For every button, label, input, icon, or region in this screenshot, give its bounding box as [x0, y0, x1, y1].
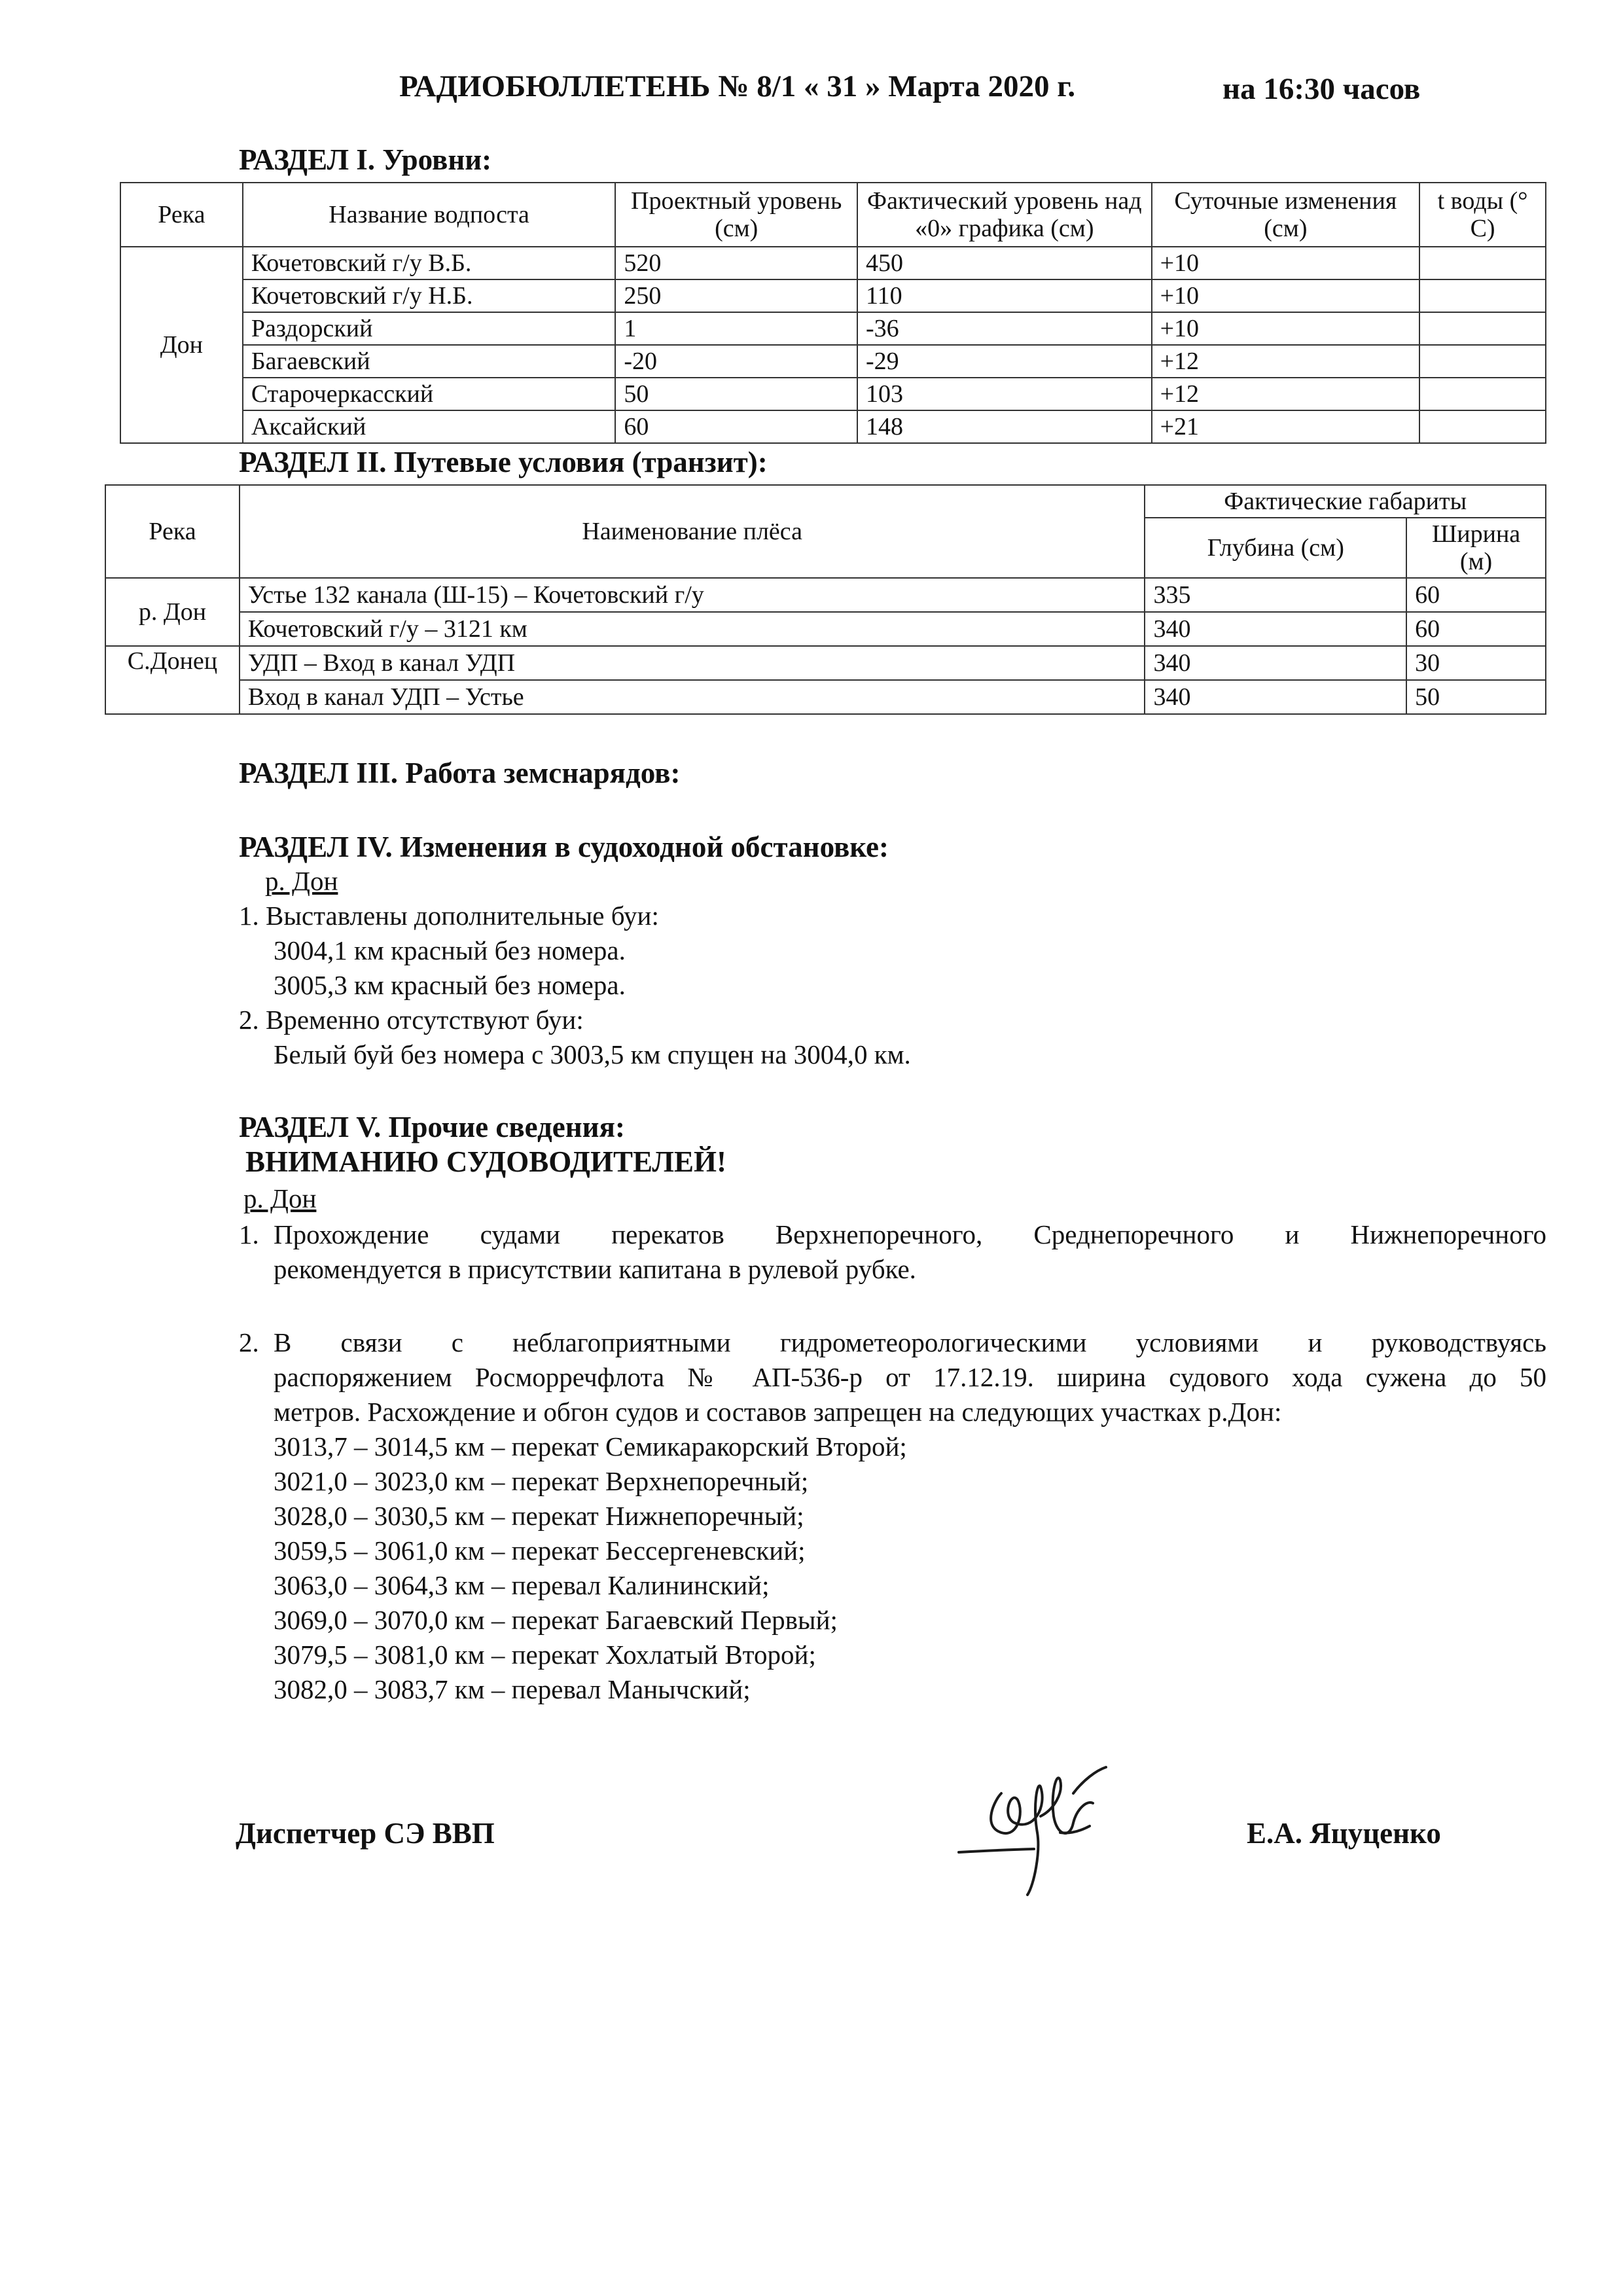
actual-cell: 450 — [857, 247, 1152, 279]
table-row — [120, 410, 1546, 443]
attention-heading: ВНИМАНИЮ СУДОВОДИТЕЛЕЙ! — [245, 1145, 726, 1178]
item1-number: 1. — [239, 1219, 259, 1249]
river-cell: Дон — [120, 247, 243, 443]
post-cell: Аксайский — [243, 410, 616, 443]
temp-cell — [1419, 312, 1546, 345]
project-cell: 1 — [615, 312, 857, 345]
actual-cell: 103 — [857, 378, 1152, 410]
depth-cell: 340 — [1145, 612, 1406, 646]
transit-header-row — [105, 485, 1546, 518]
col-width: Ширина (м) — [1406, 518, 1546, 578]
item1-line: рекомендуется в присутствии капитана в рулевой рубке. — [274, 1254, 916, 1284]
col-river: Река — [105, 485, 240, 578]
temp-cell — [1419, 279, 1546, 312]
temp-cell — [1419, 247, 1546, 279]
reach-cell: Кочетовский г/у – 3121 км — [240, 612, 1145, 646]
change-cell: +21 — [1152, 410, 1420, 443]
restricted-section: 3021,0 – 3023,0 км – перекат Верхнепоречный; — [274, 1466, 809, 1496]
actual-cell: -36 — [857, 312, 1152, 345]
restricted-section: 3059,5 – 3061,0 км – перекат Бессергеневский; — [274, 1535, 806, 1566]
col-reach: Наименование плёса — [240, 485, 1145, 578]
section4-line: 3005,3 км красный без номера. — [274, 970, 626, 1000]
section2-title: РАЗДЕЛ II. Путевые условия (транзит): — [239, 446, 768, 478]
col-dims: Фактические габариты — [1145, 485, 1546, 518]
section4-item1: 1. Выставлены дополнительные буи: — [239, 901, 659, 931]
actual-cell: -29 — [857, 345, 1152, 378]
width-cell: 50 — [1406, 680, 1546, 714]
bulletin-title: РАДИОБЮЛЛЕТЕНЬ № 8/1 « 31 » Марта 2020 г. — [399, 69, 1076, 103]
item2-line: метров. Расхождение и обгон судов и составов запрещен на следующих участках р.Дон: — [274, 1397, 1282, 1427]
levels-header-row — [120, 183, 1546, 247]
col-post: Название водпоста — [243, 183, 616, 247]
dispatcher-name: Е.А. Яцуценко — [1247, 1817, 1441, 1850]
change-cell: +10 — [1152, 312, 1420, 345]
table-row — [120, 279, 1546, 312]
col-temp: t воды (° С) — [1419, 183, 1546, 247]
transit-table — [105, 484, 1546, 715]
project-cell: -20 — [615, 345, 857, 378]
item1-line: Прохождение судами перекатов Верхнепоречного, Среднепоречного и Нижнепоречного — [274, 1219, 1546, 1249]
change-cell: +10 — [1152, 247, 1420, 279]
river-cell: р. Дон — [105, 578, 240, 646]
river-cell: С.Донец — [105, 646, 240, 714]
table-row — [120, 247, 1546, 279]
restricted-section: 3069,0 – 3070,0 км – перекат Багаевский Первый; — [274, 1605, 838, 1635]
item2-number: 2. — [239, 1327, 259, 1357]
col-change: Суточные изменения (см) — [1152, 183, 1420, 247]
col-depth: Глубина (см) — [1145, 518, 1406, 578]
post-cell: Раздорский — [243, 312, 616, 345]
section4-item2: 2. Временно отсутствуют буи: — [239, 1005, 584, 1035]
restricted-section: 3013,7 – 3014,5 км – перекат Семикаракорский Второй; — [274, 1431, 907, 1462]
restricted-section: 3082,0 – 3083,7 км – перевал Манычский; — [274, 1674, 751, 1704]
depth-cell: 340 — [1145, 680, 1406, 714]
table-row — [120, 312, 1546, 345]
width-cell: 60 — [1406, 612, 1546, 646]
table-row — [105, 646, 1546, 680]
section4-title: РАЗДЕЛ IV. Изменения в судоходной обстановке: — [239, 831, 889, 863]
temp-cell — [1419, 410, 1546, 443]
section3-title: РАЗДЕЛ III. Работа земснарядов: — [239, 757, 681, 789]
item2-line: распоряжением Росморречфлота № АП-536-р от 17.12.19. ширина судового хода сужена до 50 — [274, 1362, 1546, 1392]
temp-cell — [1419, 345, 1546, 378]
section1-title: РАЗДЕЛ I. Уровни: — [239, 143, 492, 176]
reach-cell: УДП – Вход в канал УДП — [240, 646, 1145, 680]
width-cell: 30 — [1406, 646, 1546, 680]
levels-table — [120, 182, 1546, 444]
project-cell: 50 — [615, 378, 857, 410]
width-cell: 60 — [1406, 578, 1546, 612]
col-project: Проектный уровень (см) — [615, 183, 857, 247]
post-cell: Старочеркасский — [243, 378, 616, 410]
section5-river: р. Дон — [243, 1183, 317, 1213]
col-river: Река — [120, 183, 243, 247]
depth-cell: 335 — [1145, 578, 1406, 612]
post-cell: Кочетовский г/у В.Б. — [243, 247, 616, 279]
change-cell: +10 — [1152, 279, 1420, 312]
post-cell: Кочетовский г/у Н.Б. — [243, 279, 616, 312]
section4-line: 3004,1 км красный без номера. — [274, 935, 626, 965]
reach-cell: Устье 132 канала (Ш-15) – Кочетовский г/у — [240, 578, 1145, 612]
signature-icon — [955, 1754, 1145, 1905]
col-actual: Фактический уровень над «0» графика (см) — [857, 183, 1152, 247]
table-row — [105, 680, 1546, 714]
actual-cell: 148 — [857, 410, 1152, 443]
bulletin-time: на 16:30 часов — [1222, 72, 1421, 106]
post-cell: Багаевский — [243, 345, 616, 378]
restricted-section: 3028,0 – 3030,5 км – перекат Нижнепоречный; — [274, 1501, 804, 1531]
section5-title: РАЗДЕЛ V. Прочие сведения: — [239, 1111, 625, 1143]
actual-cell: 110 — [857, 279, 1152, 312]
table-row — [105, 578, 1546, 612]
depth-cell: 340 — [1145, 646, 1406, 680]
change-cell: +12 — [1152, 345, 1420, 378]
restricted-section: 3063,0 – 3064,3 км – перевал Калининский; — [274, 1570, 770, 1600]
table-row — [105, 612, 1546, 646]
section4-line: Белый буй без номера с 3003,5 км спущен на 3004,0 км. — [274, 1039, 911, 1069]
restricted-section: 3079,5 – 3081,0 км – перекат Хохлатый Второй; — [274, 1640, 816, 1670]
item2-line: В связи с неблагоприятными гидрометеорологическими условиями и руководствуясь — [274, 1327, 1546, 1357]
project-cell: 250 — [615, 279, 857, 312]
change-cell: +12 — [1152, 378, 1420, 410]
project-cell: 60 — [615, 410, 857, 443]
table-row — [120, 378, 1546, 410]
reach-cell: Вход в канал УДП – Устье — [240, 680, 1145, 714]
dispatcher-position: Диспетчер СЭ ВВП — [236, 1817, 495, 1850]
table-row — [120, 345, 1546, 378]
temp-cell — [1419, 378, 1546, 410]
project-cell: 520 — [615, 247, 857, 279]
section4-river: р. Дон — [265, 866, 338, 896]
